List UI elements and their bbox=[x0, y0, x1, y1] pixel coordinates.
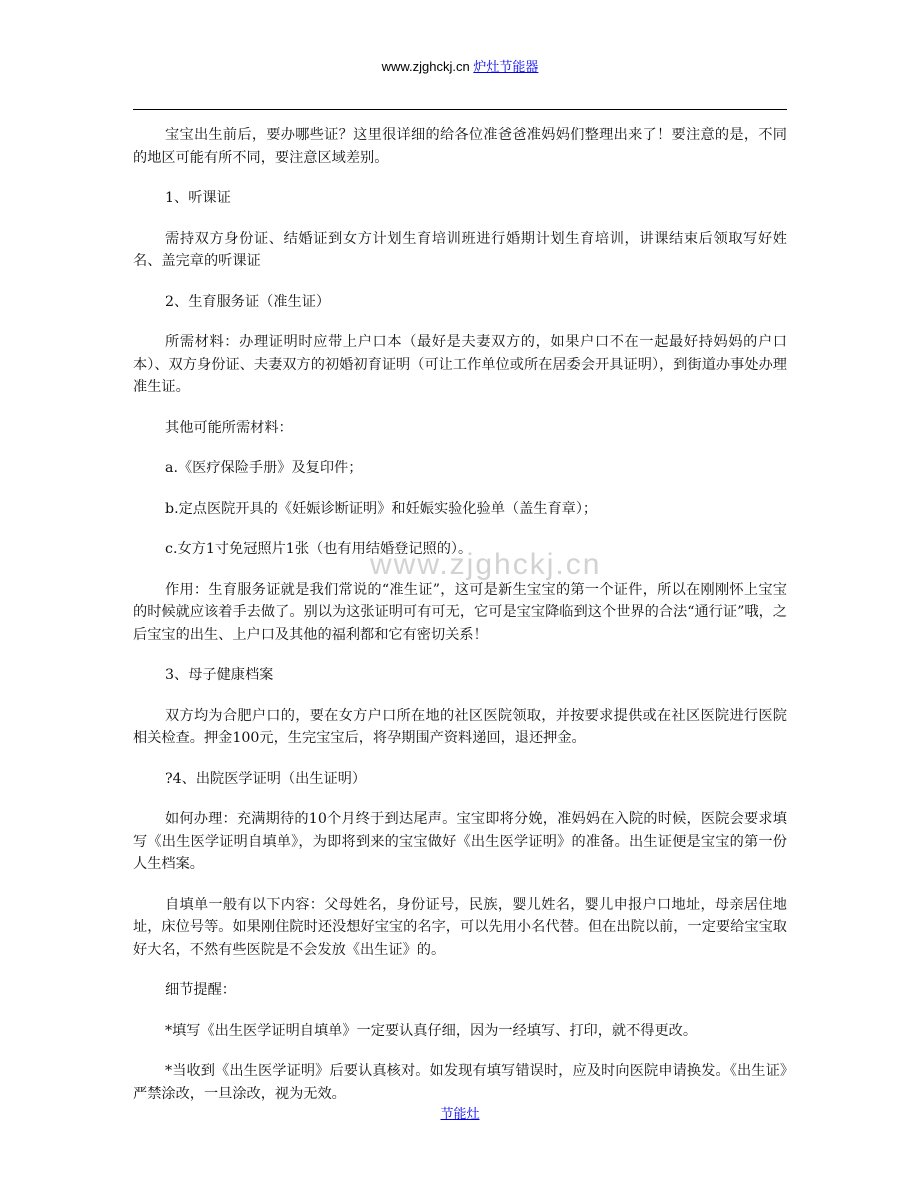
section-heading-3: 3、母子健康档案 bbox=[165, 667, 274, 683]
section-1-body: 需持双方身份证、结婚证到女方计划生育培训班进行婚期计划生育培训，讲课结束后领取写好姓名、盖完章的听课证 bbox=[133, 230, 787, 269]
header-link[interactable]: 炉灶节能器 bbox=[473, 59, 539, 74]
other-materials-label: 其他可能所需材料： bbox=[165, 419, 293, 436]
list-item-c: c.女方1寸免冠照片1张（也有用结婚登记照的）。 bbox=[165, 541, 473, 557]
intro-paragraph: 宝宝出生前后，要办哪些证？这里很详细的给各位准爸爸准妈妈们整理出来了！要注意的是，不同的地区可能有所不同，要注意区域差别。 bbox=[133, 127, 787, 166]
tip-1: *填写《出生医学证明自填单》一定要认真仔细，因为一经填写、打印，就不得更改。 bbox=[165, 1022, 698, 1039]
watermark-text: www.zjghckj.cn bbox=[370, 548, 602, 581]
list-item-a: a.《医疗保险手册》及复印件； bbox=[165, 460, 363, 476]
section-heading-4: ?4、出院医学证明（出生证明） bbox=[165, 770, 367, 787]
footer-link[interactable]: 节能灶 bbox=[440, 1106, 480, 1121]
page-footer bbox=[0, 1103, 920, 1122]
site-url: www.zjghckj.cn bbox=[381, 59, 470, 74]
section-heading-2: 2、生育服务证（准生证） bbox=[165, 293, 331, 310]
tip-2: *当收到《出生医学证明》后要认真核对。如发现有填写错误时，应及时向医院申请换发。《出生证》严禁涂改，一旦涂改，视为无效。 bbox=[133, 1063, 787, 1102]
document-body bbox=[133, 124, 787, 1105]
list-item-b: b.定点医院开具的《妊娠诊断证明》和妊娠实验化验单（盖生育章）； bbox=[165, 500, 598, 517]
section-heading-1: 1、听课证 bbox=[165, 190, 231, 206]
section-4-form-content: 自填单一般有以下内容：父母姓名，身份证号，民族，婴儿姓名，婴儿申报户口地址，母亲居住地址，床位号等。如果刚住院时还没想好宝宝的名字，可以先用小名代替。但在出院以前，一定要给宝宝取好大名，不然有些医院是不会发放《出生证》的。 bbox=[133, 896, 787, 958]
header-divider bbox=[133, 109, 787, 110]
section-2-materials: 所需材料：办理证明时应带上户口本（最好是夫妻双方的，如果户口不在一起最好持妈妈的户口本）、双方身份证、夫妻双方的初婚初育证明（可让工作单位或所在居委会开具证明），到街道办事处办理准生证。 bbox=[133, 334, 787, 395]
section-3-body: 双方均为合肥户口的，要在女方户口所在地的社区医院领取，并按要求提供或在社区医院进行医院相关检查。押金100元，生完宝宝后，将孕期围产资料递回，退还押金。 bbox=[133, 707, 787, 746]
page-header bbox=[0, 58, 920, 76]
section-4-how: 如何办理：充满期待的10个月终于到达尾声。宝宝即将分娩，准妈妈在入院的时候，医院会要求填写《出生医学证明自填单》，为即将到来的宝宝做好《出生医学证明》的准备。出生证便是宝宝的第一份人生档案。 bbox=[133, 811, 787, 872]
tips-heading: 细节提醒： bbox=[165, 982, 236, 998]
section-2-purpose: 作用：生育服务证就是我们常说的“准生证”，这可是新生宝宝的第一个证件，所以在刚刚怀上宝宝的时候就应该着手去做了。别以为这张证明可有可无，它可是宝宝降临到这个世界的合法“通行证”哦，之后宝宝的出生、上户口及其他的福利都和它有密切关系！ bbox=[133, 581, 787, 643]
